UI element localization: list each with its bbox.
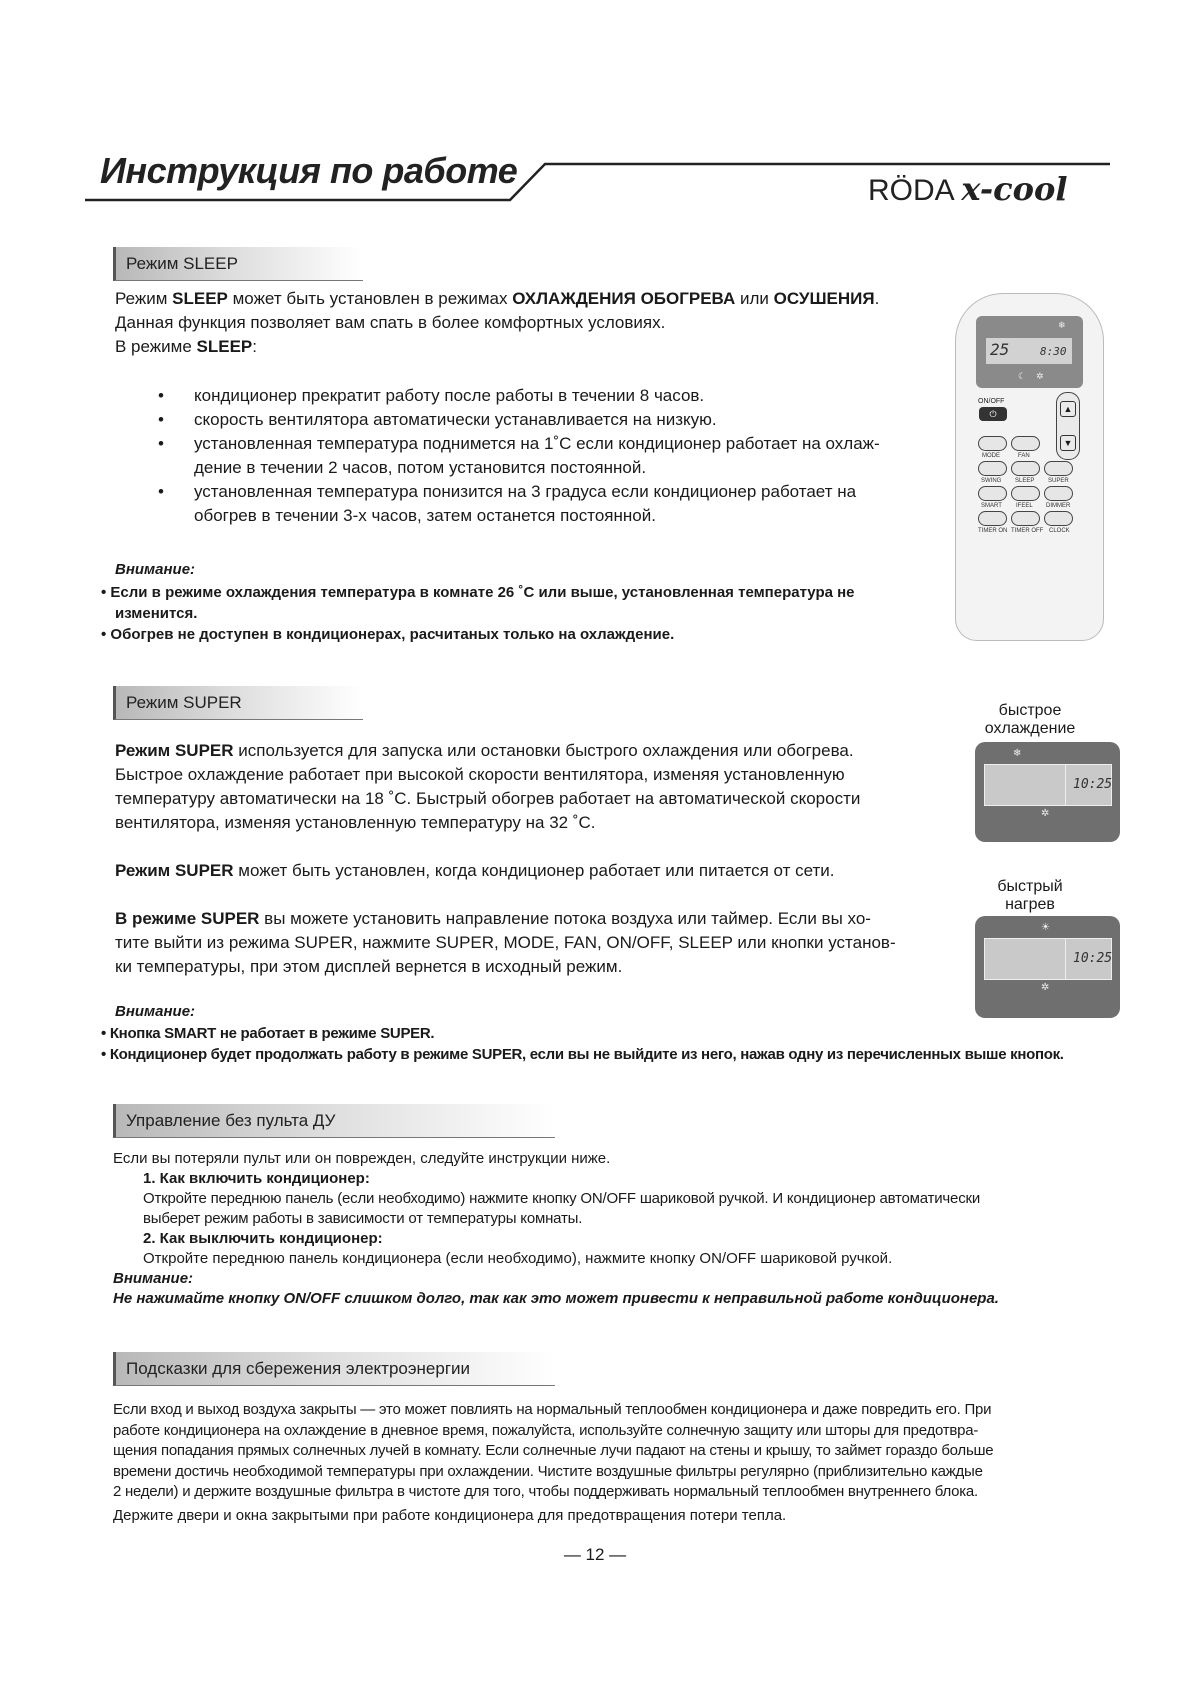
note-item: • Обогрев не доступен в кондиционерах, расчитаных только на охлаждение. [101, 626, 675, 643]
snowflake-icon: ❄ [1058, 320, 1066, 330]
note-item: • Если в режиме охлаждения температура в комнате 26 ˚С или выше, установленная температура не [101, 584, 855, 601]
manual-step1-text: Откройте переднюю панель (если необходимо) нажмите кнопку ON/OFF шариковой ручкой. И кондиционер автоматически выберет режим работы в зависимости от температуры комнаты. [143, 1190, 981, 1227]
super-button-shape [1044, 461, 1073, 476]
super-note-heading: Внимание: [115, 1003, 196, 1020]
super-paragraph-2: Режим SUPER может быть установлен, когда кондиционер работает или питается от сети. [115, 861, 835, 880]
manual-intro: Если вы потеряли пульт или он поврежден, следуйте инструкции ниже. [113, 1150, 611, 1167]
fan-icon: ✲ [1041, 808, 1050, 819]
sun-icon: ☀ [1041, 922, 1050, 933]
super-label: SUPER [1048, 478, 1069, 484]
super-notes [101, 1023, 1064, 1065]
arrow-up-icon: ▲ [1060, 401, 1076, 417]
timer-off-button-shape [1011, 511, 1040, 526]
mode-button-shape [978, 436, 1007, 451]
display-window [984, 938, 1112, 980]
brand-name: RÖDA [868, 174, 954, 207]
display-window [984, 764, 1112, 806]
remote-display [976, 316, 1083, 388]
fan-icon: ✲ [1036, 371, 1044, 381]
snowflake-icon: ❄ [1013, 748, 1022, 759]
fast-cool-display [975, 742, 1120, 842]
fast-heat-display [975, 916, 1120, 1018]
list-item-continuation: обогрев в течении 3-х часов, затем останется постоянной. [194, 506, 656, 525]
timer-off-label: TIMER OFF [1011, 528, 1044, 534]
sleep-paragraph-2: Данная функция позволяет вам спать в более комфортных условиях. [115, 313, 666, 332]
list-item: • установленная температура понизится на 3 градуса если кондиционер работает на [158, 482, 857, 501]
mode-label: MODE [982, 453, 1000, 459]
tips-last-line: Держите двери и окна закрытыми при работе кондиционера для предотвращения потери тепла. [113, 1507, 787, 1524]
super-paragraph-1: Режим SUPER используется для запуска или остановки быстрого охлаждения или обогрева. Быстрое охлаждение работает при высокой скорости вентилятора, изменяя установленную температуру автоматически на 18 ˚С. Быстрый обогрев работает на автоматической скорости вентилятора, изменяя установленную температуру на 32 ˚С. [115, 741, 861, 832]
dimmer-button-shape [1044, 486, 1073, 501]
note-item: • Кнопка SMART не работает в режиме SUPER. [101, 1025, 435, 1042]
clock-button-shape [1044, 511, 1073, 526]
note-item: • Кондиционер будет продолжать работу в режиме SUPER, если вы не выйдите из него, нажав одну из перечисленных выше кнопок. [101, 1046, 1064, 1063]
manual-step2-text: Откройте переднюю панель кондиционера (если необходимо), нажмите кнопку ON/OFF шариковой ручкой. [143, 1250, 893, 1267]
fast-heat-label: быстрый нагрев [997, 878, 1063, 913]
swing-button-shape [978, 461, 1007, 476]
timer-on-label: TIMER ON [978, 528, 1008, 534]
section-heading-manual: Управление без пульта ДУ [113, 1104, 555, 1138]
manual-step1-title: 1. Как включить кондиционер: [143, 1170, 370, 1187]
list-item: • установленная температура поднимется на 1˚С если кондиционер работает на охлаж- [158, 434, 880, 453]
section-heading-tips: Подсказки для сбережения электроэнергии [113, 1352, 555, 1386]
manual-note-text: Не нажимайте кнопку ON/OFF слишком долго, так как это может привести к неправильной работе кондиционера. [113, 1290, 999, 1307]
ifeel-label: IFEEL [1016, 503, 1033, 509]
remote-control-illustration [955, 293, 1104, 641]
sleep-note-heading: Внимание: [115, 561, 196, 578]
remote-time: 8:30 [1040, 345, 1067, 358]
list-item: • скорость вентилятора автоматически устанавливается на низкую. [158, 410, 717, 429]
display-time: 10:25 [1073, 777, 1113, 792]
list-item: • кондиционер прекратит работу после работы в течении 8 часов. [158, 386, 705, 405]
clock-label: CLOCK [1049, 528, 1070, 534]
section-heading-super: Режим SUPER [113, 686, 363, 720]
manual-note-heading: Внимание: [113, 1270, 194, 1287]
fan-button-shape [1011, 436, 1040, 451]
smart-button-shape [978, 486, 1007, 501]
brand-suffix: x-cool [961, 170, 1068, 208]
smart-label: SMART [981, 503, 1002, 509]
brand-logo [868, 170, 1068, 208]
sleep-bullet-list [158, 384, 938, 528]
fan-icon: ✲ [1041, 982, 1050, 993]
tips-paragraph: Если вход и выход воздуха закрыты — это может повлиять на нормальный теплообмен кондиционера и даже повредить его. При работе кондиционера на охлаждение в дневное время, пожалуйста, используйте солнечную защиту или шторы для предотвра- щения попадания прямых солнечных лучей в комнату. Если солнечные лучи падают на стены и крышу, то займет гораздо больше времени достичь необходимой температуры при охлаждении. Чистите воздушные фильтры регулярно (приблизительно каждые 2 недели) и держите воздушные фильтра в чистоте для того, чтобы поддерживать нормальный теплообмен внутреннего блока. [113, 1401, 994, 1500]
sleep-paragraph-3: В режиме SLEEP: [115, 337, 257, 356]
remote-temp: 25 [990, 340, 1010, 359]
list-item-continuation: дение в течении 2 часов, потом установится постоянной. [194, 458, 647, 477]
page-title: Инструкция по работе [100, 150, 518, 191]
arrow-down-icon: ▼ [1060, 435, 1076, 451]
dimmer-label: DIMMER [1046, 503, 1071, 509]
power-icon: ⏻ [979, 407, 1007, 421]
fan-label: FAN [1018, 453, 1030, 459]
moon-icon: ☾ [1018, 371, 1027, 381]
onoff-label: ON/OFF [978, 398, 1005, 405]
note-item-continuation: изменится. [115, 605, 198, 622]
sleep-paragraph-1: Режим SLEEP может быть установлен в режимах ОХЛАЖДЕНИЯ ОБОГРЕВА или ОСУШЕНИЯ. [115, 289, 880, 308]
sleep-notes [101, 582, 855, 645]
timer-on-button-shape [978, 511, 1007, 526]
super-paragraph-3: В режиме SUPER вы можете установить направление потока воздуха или таймер. Если вы хо- тите выйти из режима SUPER, нажмите SUPER, MODE, FAN, ON/OFF, SLEEP или кнопки установ- ки температуры, при этом дисплей вернется в исходный режим. [115, 909, 896, 976]
section-heading-sleep: Режим SLEEP [113, 247, 363, 281]
temp-rocker [1056, 392, 1080, 460]
swing-label: SWING [981, 478, 1002, 484]
fast-cool-label: быстрое охлаждение [984, 702, 1076, 737]
manual-step2-title: 2. Как выключить кондиционер: [143, 1230, 383, 1247]
sleep-label: SLEEP [1015, 478, 1035, 484]
ifeel-button-shape [1011, 486, 1040, 501]
display-time: 10:25 [1073, 951, 1113, 966]
sleep-button-shape [1011, 461, 1040, 476]
page-number: — 12 — [563, 1545, 627, 1564]
